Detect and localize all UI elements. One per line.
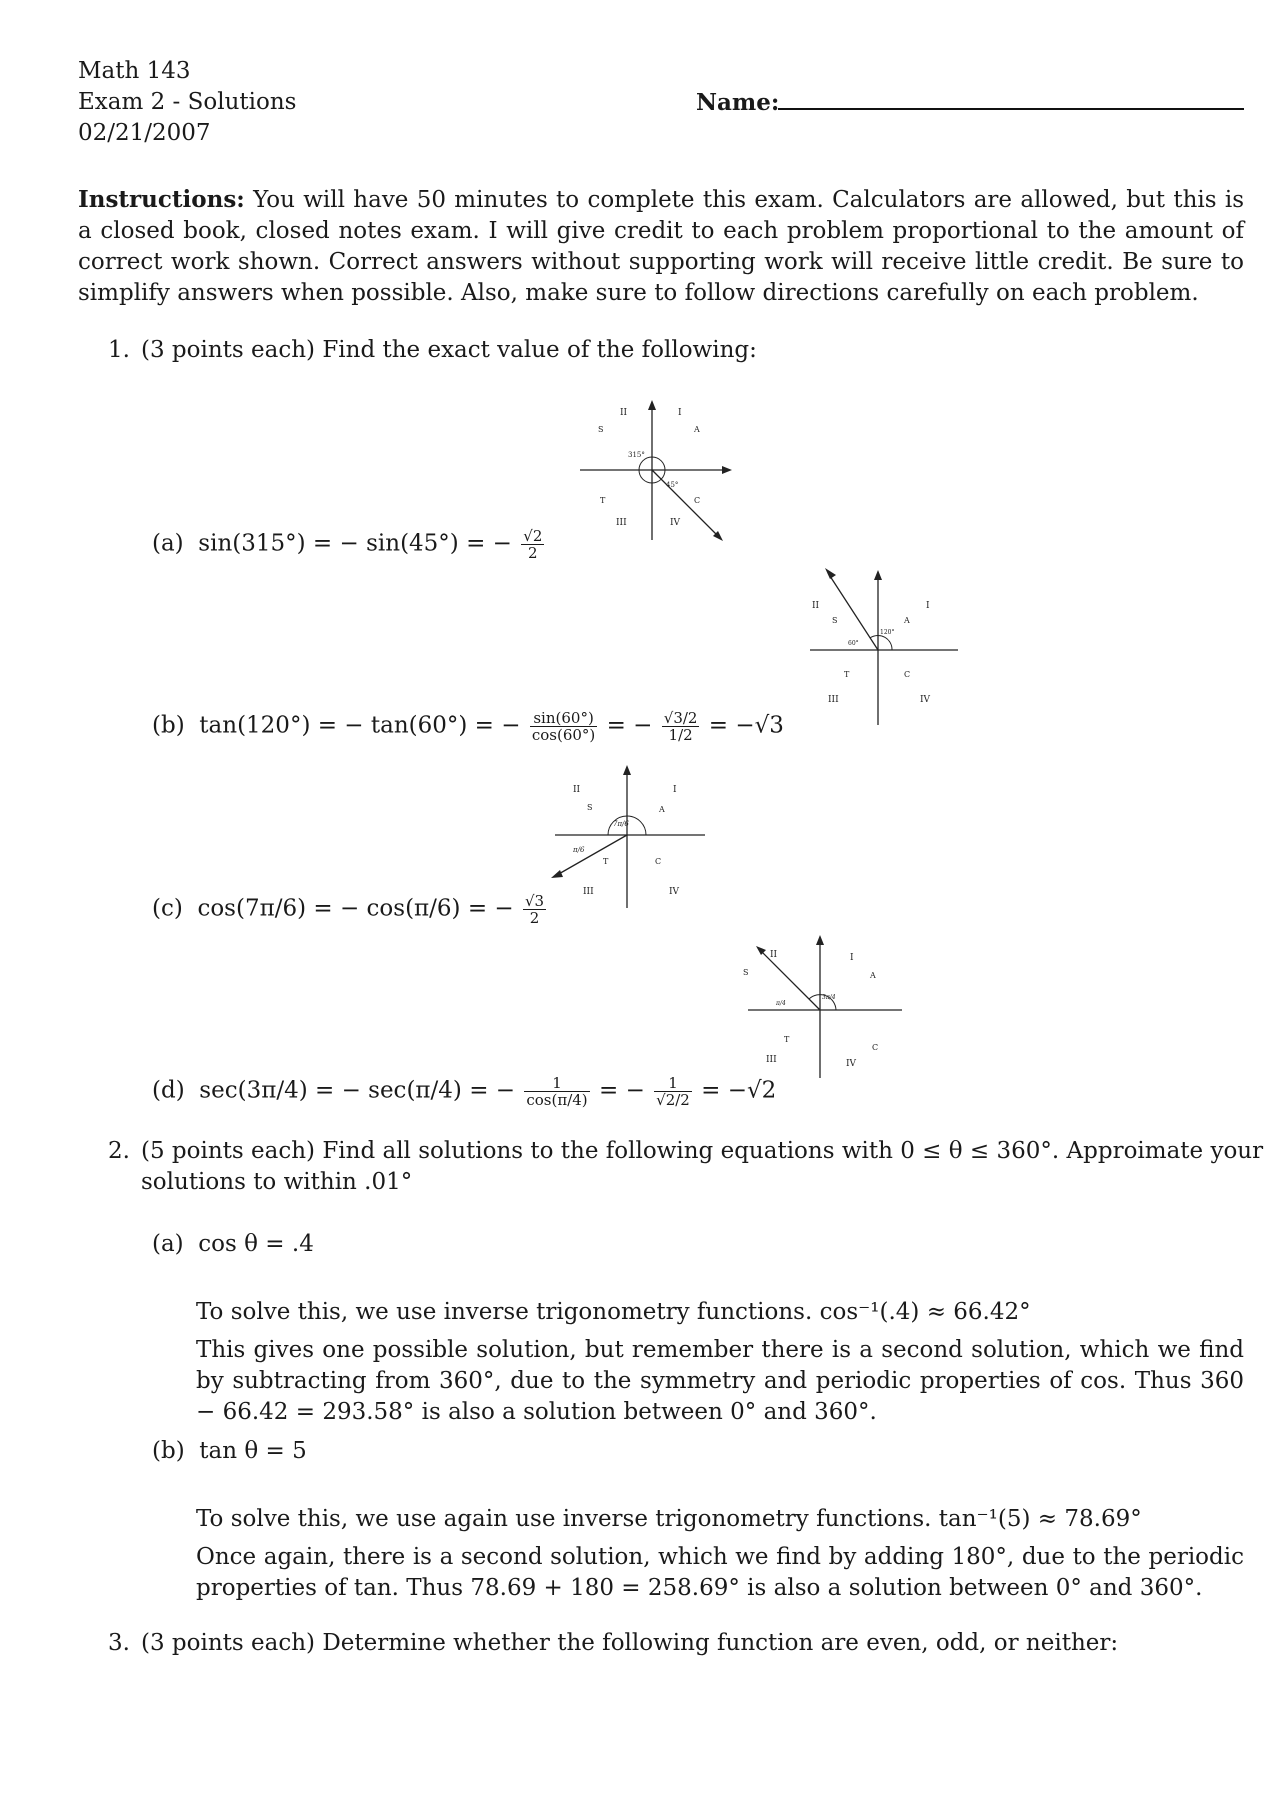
problem-1d-result: = −√2 xyxy=(701,1077,777,1104)
quadrant-label: IV xyxy=(669,887,680,897)
quadrant-label: III xyxy=(583,887,594,897)
problem-2b-label: (b) xyxy=(152,1438,185,1464)
exam-date: 02/21/2007 xyxy=(78,120,211,146)
unit-circle-diagram-c xyxy=(545,760,715,910)
quadrant-label: IV xyxy=(920,695,931,705)
unit-circle-diagram-a xyxy=(570,395,740,545)
astc-letter: T xyxy=(603,857,609,866)
quadrant-label: I xyxy=(673,785,677,795)
problem-2a-solution-line-1: To solve this, we use inverse trigonometry functions. cos⁻¹(.4) ≈ 66.42° xyxy=(196,1299,1031,1325)
problem-1d xyxy=(152,1075,776,1108)
quadrant-label: III xyxy=(616,518,627,528)
terminal-ray xyxy=(828,573,878,650)
angle-big-label: 3π/4 xyxy=(822,994,836,1001)
problem-1b-label: (b) xyxy=(152,712,185,739)
astc-letter: T xyxy=(784,1035,790,1044)
y-axis-arrow-icon xyxy=(816,935,824,945)
problem-1-prompt: (3 points each) Find the exact value of the following: xyxy=(141,337,757,363)
quadrant-label: II xyxy=(770,950,778,960)
problem-1b-fraction-2: $\frac{√3/2}{1/2}$ xyxy=(663,709,698,744)
y-axis-arrow-icon xyxy=(623,765,631,775)
y-axis-arrow-icon xyxy=(874,570,882,580)
astc-letter: T xyxy=(844,670,850,679)
problem-1d-lhs: sec(3π/4) = − sec(π/4) = − xyxy=(199,1077,516,1104)
problem-1c xyxy=(152,893,548,926)
problem-1a xyxy=(152,528,546,561)
instructions xyxy=(78,184,1244,309)
problem-3-number: 3. xyxy=(108,1630,130,1656)
angle-ref-label: 60° xyxy=(848,640,859,647)
quadrant-label: II xyxy=(573,785,581,795)
terminal-ray xyxy=(652,470,720,538)
angle-ref-label: π/4 xyxy=(776,1000,786,1007)
ray-arrow-icon xyxy=(825,568,836,579)
astc-letter: S xyxy=(832,616,838,625)
astc-letter: T xyxy=(600,496,606,505)
angle-ref-label: 45° xyxy=(666,481,679,489)
problem-2a-equation: cos θ = .4 xyxy=(198,1231,314,1257)
problem-1d-label: (d) xyxy=(152,1077,185,1104)
angle-big-label: 120° xyxy=(880,629,895,636)
problem-1-number: 1. xyxy=(108,337,130,363)
quadrant-label: III xyxy=(766,1055,777,1065)
quadrant-label: I xyxy=(678,408,682,418)
instructions-label: Instructions: xyxy=(78,186,245,213)
quadrant-label: II xyxy=(620,408,628,418)
unit-circle-diagram-d xyxy=(740,930,910,1080)
problem-2a xyxy=(152,1231,314,1257)
problem-2b-solution-paragraph: Once again, there is a second solution, which we find by adding 180°, due to the periodic properties of tan. Thus 78.69 + 180 = 258.69° is also a solution between 0° and 360°. xyxy=(196,1544,1244,1601)
astc-letter: C xyxy=(655,857,662,866)
astc-letter: A xyxy=(870,971,876,980)
problem-1c-label: (c) xyxy=(152,895,183,922)
problem-1c-lhs: cos(7π/6) = − cos(π/6) = − xyxy=(197,895,514,922)
quadrant-label: II xyxy=(812,601,820,611)
quadrant-label: IV xyxy=(670,518,681,528)
problem-3-prompt: (3 points each) Determine whether the following function are even, odd, or neither: xyxy=(141,1630,1119,1656)
problem-2a-label: (a) xyxy=(152,1231,184,1257)
problem-1d-mid: = − xyxy=(598,1077,645,1104)
quadrant-label: I xyxy=(850,953,854,963)
problem-1c-fraction: $\frac{√3}{2}$ xyxy=(525,892,545,927)
problem-1d-fraction-1: $\frac{1}{\cos(\pi/4)}$ xyxy=(526,1074,588,1109)
problem-1b xyxy=(152,710,784,743)
unit-circle-diagram-b xyxy=(800,565,970,730)
course-title: Math 143 xyxy=(78,58,191,84)
problem-1b-mid: = − xyxy=(606,712,653,739)
angle-ref-label: π/6 xyxy=(573,846,585,854)
angle-big-label: 7π/6 xyxy=(613,820,629,828)
problem-2b-equation: tan θ = 5 xyxy=(199,1438,307,1464)
astc-letter: S xyxy=(587,803,593,812)
problem-2-prompt-line-2: solutions to within .01° xyxy=(141,1169,413,1195)
instructions-text: You will have 50 minutes to complete this exam. Calculators are allowed, but this is a closed book, closed notes exam. I will give credit to each problem proportional to the amount of correct work shown. Correct answers without supporting work will receive little credit. Be sure to simplify answers when possible. Also, make sure to follow directions carefully on each problem. xyxy=(78,187,1244,306)
problem-2a-solution-paragraph: This gives one possible solution, but remember there is a second solution, which we find by subtracting from 360°, due to the symmetry and periodic properties of cos. Thus 360 − 66.42 = 293.58° is also a solution between 0° and 360°. xyxy=(196,1337,1244,1425)
problem-1d-fraction-2: $\frac{1}{√2/2}$ xyxy=(656,1074,690,1109)
y-axis-arrow-icon xyxy=(648,400,656,410)
astc-letter: S xyxy=(598,425,604,434)
problem-1a-label: (a) xyxy=(152,530,184,557)
problem-1a-lhs: sin(315°) = − sin(45°) = − xyxy=(198,530,512,557)
astc-letter: A xyxy=(904,616,910,625)
astc-letter: C xyxy=(694,496,701,505)
problem-2-prompt-line-1: (5 points each) Find all solutions to the following equations with 0 ≤ θ ≤ 360°. Approimate your xyxy=(141,1138,1264,1164)
angle-big-label: 315° xyxy=(628,451,645,459)
exam-title: Exam 2 - Solutions xyxy=(78,89,297,115)
problem-1b-fraction-1: $\frac{\sin(60^\circ)}{\cos(60^\circ)}$ xyxy=(531,709,596,744)
astc-letter: C xyxy=(872,1043,879,1052)
x-axis-arrow-icon xyxy=(722,466,732,474)
quadrant-label: III xyxy=(828,695,839,705)
name-field-line xyxy=(778,108,1244,110)
astc-letter: A xyxy=(694,425,700,434)
quadrant-label: IV xyxy=(846,1059,857,1069)
quadrant-label: I xyxy=(926,601,930,611)
problem-1b-result: = −√3 xyxy=(708,712,784,739)
problem-2b xyxy=(152,1438,307,1464)
problem-2-number: 2. xyxy=(108,1138,130,1164)
terminal-ray xyxy=(557,835,627,875)
astc-letter: C xyxy=(904,670,911,679)
terminal-ray xyxy=(760,950,820,1010)
problem-1a-fraction: $\frac{√2}{2}$ xyxy=(523,527,543,562)
problem-2b-solution-line-1: To solve this, we use again use inverse trigonometry functions. tan⁻¹(5) ≈ 78.69° xyxy=(196,1506,1142,1532)
problem-1b-lhs: tan(120°) = − tan(60°) = − xyxy=(199,712,521,739)
ray-arrow-icon xyxy=(551,870,563,878)
astc-letter: S xyxy=(743,968,749,977)
astc-letter: A xyxy=(659,805,665,814)
name-label: Name: xyxy=(696,89,780,116)
